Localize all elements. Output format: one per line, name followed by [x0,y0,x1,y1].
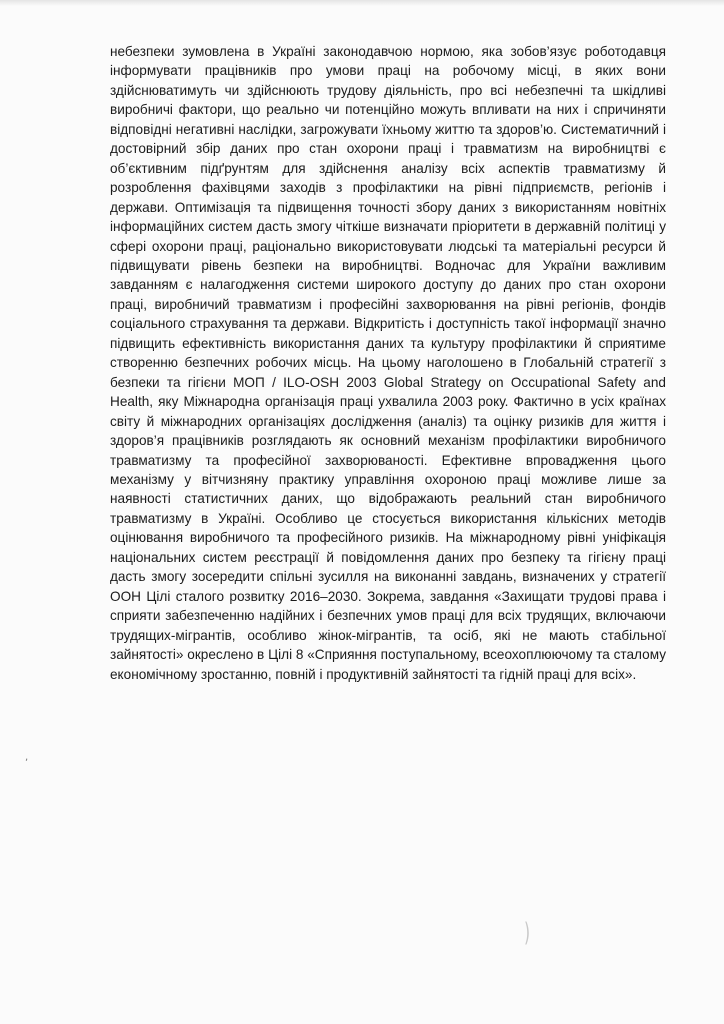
scan-top-edge [0,0,724,6]
paragraph-text: небезпеки зумовлена в Україні законодавчою нормою, яка зобов’язує роботодавця інформувати працівників про умови праці на робочому місці, в яких вони здійснюватимуть чи здійснюють трудову діяльність, про всі небезпечні та шкідливі виробничі фактори, що реально чи потенційно можуть впливати на них і спричиняти відповідні негативні наслідки, загрожувати їхньому життю та здоров’ю. Систематичний і достовірний збір даних про стан охорони праці і травматизм на виробництві є об’єктивним підґрунтям для здійснення аналізу всіх аспектів травматизму й розроблення фахівцями заходів з профілактики на рівні підприємств, регіонів і держави. Оптимізація та підвищення точності збору даних з використанням новітніх інформаційних систем дасть змогу чіткіше визначати пріоритети в державній політиці у сфері охорони праці, раціонально використовувати людські та матеріальні ресурси й підвищувати рівень безпеки на виробництві. Водночас для України важливим завданням є налагодження системи широкого доступу до даних про стан охорони праці, виробничий травматизм і професійні захворювання на рівні регіонів, фондів соціального страхування та держави. Відкритість і доступність такої інформації значно підвищить ефективність використання даних та культуру профілактики й сприятиме створенню безпечних робочих місць. На цьому наголошено в Глобальній стратегії з безпеки та гігієни МОП / ILO-OSH 2003 Global Strategy on Occupational Safety and Health, яку Міжнародна організація праці ухвалила 2003 року. Фактично в усіх країнах світу й міжнародних організаціях дослідження (аналіз) та оцінку ризиків для життя і здоров’я працівників розглядають як основний механізм профілактики виробничого травматизму та професійної захворюваності. Ефективне впровадження цього механізму у вітчизняну практику управління охороною праці можливе лише за наявності статистичних даних, що відображають реальний стан виробничого травматизму в Україні. Особливо це стосується використання кількісних методів оцінювання виробничого та професійного ризиків. На міжнародному рівні уніфікація національних систем реєстрації й повідомлення даних про безпеку та гігієну праці дасть змогу зосередити спільні зусилля на виконанні завдань, визначених у стратегії ООН Цілі сталого розвитку 2016–2030. Зокрема, завдання «Захищати трудові права і сприяти забезпеченню надійних і безпечних умов праці для всіх трудящих, включаючи трудящих-мігрантів, особливо жінок-мігрантів, та осіб, які не мають стабільної зайнятості» окреслено в Цілі 8 «Сприяння поступальному, всеохоплюючому та сталому економічному зростанню, повній і продуктивній зайнятості та гідній праці для всіх». [110,44,666,682]
body-paragraph [110,42,666,684]
scan-bracket-mark: ) [524,918,531,948]
scan-speck: , [25,752,29,763]
